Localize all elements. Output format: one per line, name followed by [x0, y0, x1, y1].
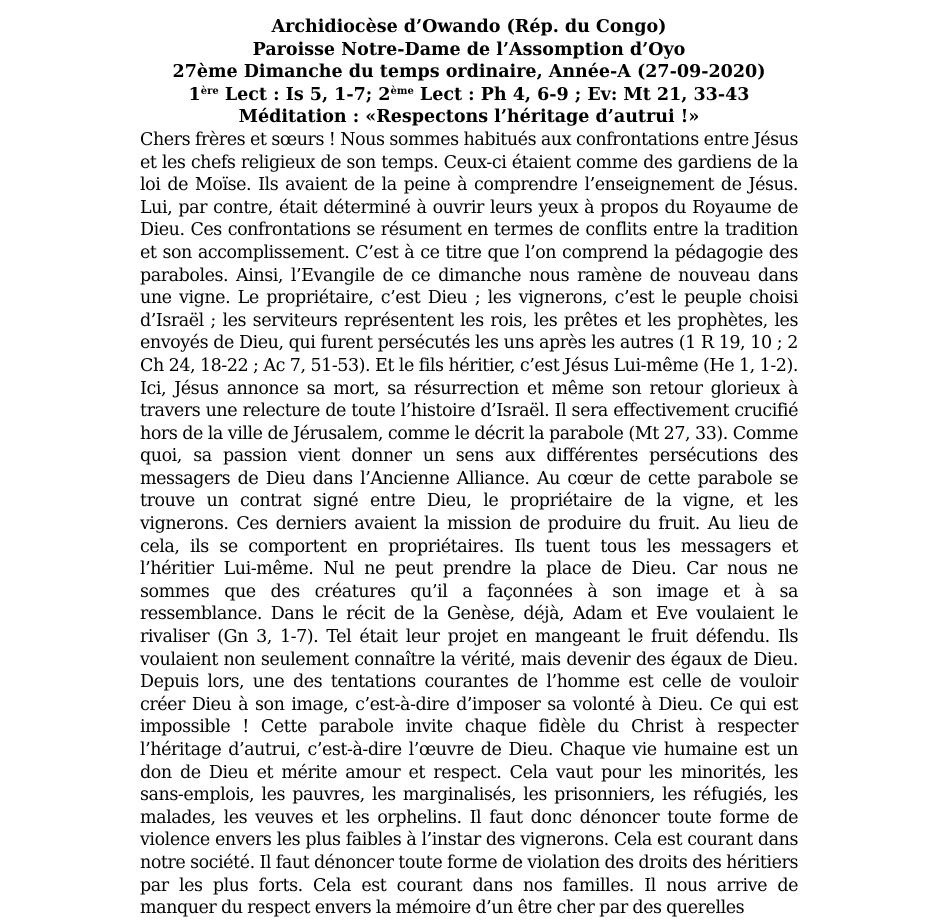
readings-line	[140, 84, 798, 107]
reading-2-text: Lect : Ph 4, 6-9 ; Ev: Mt 21, 33-43	[413, 84, 750, 105]
meditation-body: Chers frères et sœurs ! Nous sommes habitués aux confrontations entre Jésus et les chefs religieux de son temps. Ceux-ci étaient comme des gardiens de la loi de Moïse. Ils avaient de la peine à comprendre l’enseignement de Jésus. Lui, par contre, était déterminé à ouvrir leurs yeux à propos du Royaume de Dieu. Ces confrontations se résument en termes de conflits entre la tradition et son accomplissement. C’est à ce titre que l’on comprend la pédagogie des paraboles. Ainsi, l’Evangile de ce dimanche nous ramène de nouveau dans une vigne. Le propriétaire, c’est Dieu ; les vignerons, c’est le peuple choisi d’Israël ; les serviteurs représentent les rois, les prêtes et les prophètes, les envoyés de Dieu, qui furent persécutés les uns après les autres (1 R 19, 10 ; 2 Ch 24, 18-22 ; Ac 7, 51-53). Et le fils héritier, c’est Jésus Lui-même (He 1, 1-2). Ici, Jésus annonce sa mort, sa résurrection et même son retour glorieux à travers une relecture de toute l’histoire d’Israël. Il sera effectivement crucifié hors de la ville de Jérusalem, comme le décrit la parabole (Mt 27, 33). Comme quoi, sa passion vient donner un sens aux différentes persécutions des messagers de Dieu dans l’Ancienne Alliance. Au cœur de cette parabole se trouve un contrat signé entre Dieu, le propriétaire de la vigne, et les vignerons. Ces derniers avaient la mission de produire du fruit. Au lieu de cela, ils se comportent en propriétaires. Ils tuent tous les messagers et l’héritier Lui-même. Nul ne peut prendre la place de Dieu. Car nous ne sommes que des créatures qu’il a façonnées à son image et à sa ressemblance. Dans le récit de la Genèse, déjà, Adam et Eve voulaient le rivaliser (Gn 3, 1-7). Tel était leur projet en mangeant le fruit défendu. Ils voulaient non seulement connaître la vérité, mais devenir des égaux de Dieu. Depuis lors, une des tentations courantes de l’homme est celle de vouloir créer Dieu à son image, c’est-à-dire d’imposer sa volonté à Dieu. Ce qui est impossible ! Cette parabole invite chaque fidèle du Christ à respecter l’héritage d’autrui, c’est-à-dire l’œuvre de Dieu. Chaque vie humaine est un don de Dieu et mérite amour et respect. Cela vaut pour les minorités, les sans-emplois, les pauvres, les marginalisés, les prisonniers, les réfugiés, les malades, les veuves et les orphelins. Il faut donc dénoncer toute forme de violence envers les plus faibles à l’instar des vignerons. Cela est courant dans notre société. Il faut dénoncer toute forme de violation des droits des héritiers par les plus forts. Cela est courant dans nos familles. Il nous arrive de manquer du respect envers la mémoire d’un être cher par des querelles	[140, 129, 798, 919]
meditation-title: Méditation : «Respectons l’héritage d’autrui !»	[238, 107, 700, 128]
sunday-title: 27ème Dimanche du temps ordinaire, Année-A (27-09-2020)	[172, 62, 766, 83]
document-header	[140, 16, 798, 129]
reading-1-superscript: ère	[200, 85, 219, 97]
reading-1-number: 1	[188, 84, 201, 105]
reading-2-superscript: ème	[390, 85, 414, 97]
parish-title: Paroisse Notre-Dame de l’Assomption d’Oyo	[252, 39, 686, 60]
document-page	[140, 16, 798, 920]
reading-1-text: Lect : Is 5, 1-7; 2	[218, 84, 391, 105]
archdiocese-title: Archidiocèse d’Owando (Rép. du Congo)	[271, 17, 667, 37]
